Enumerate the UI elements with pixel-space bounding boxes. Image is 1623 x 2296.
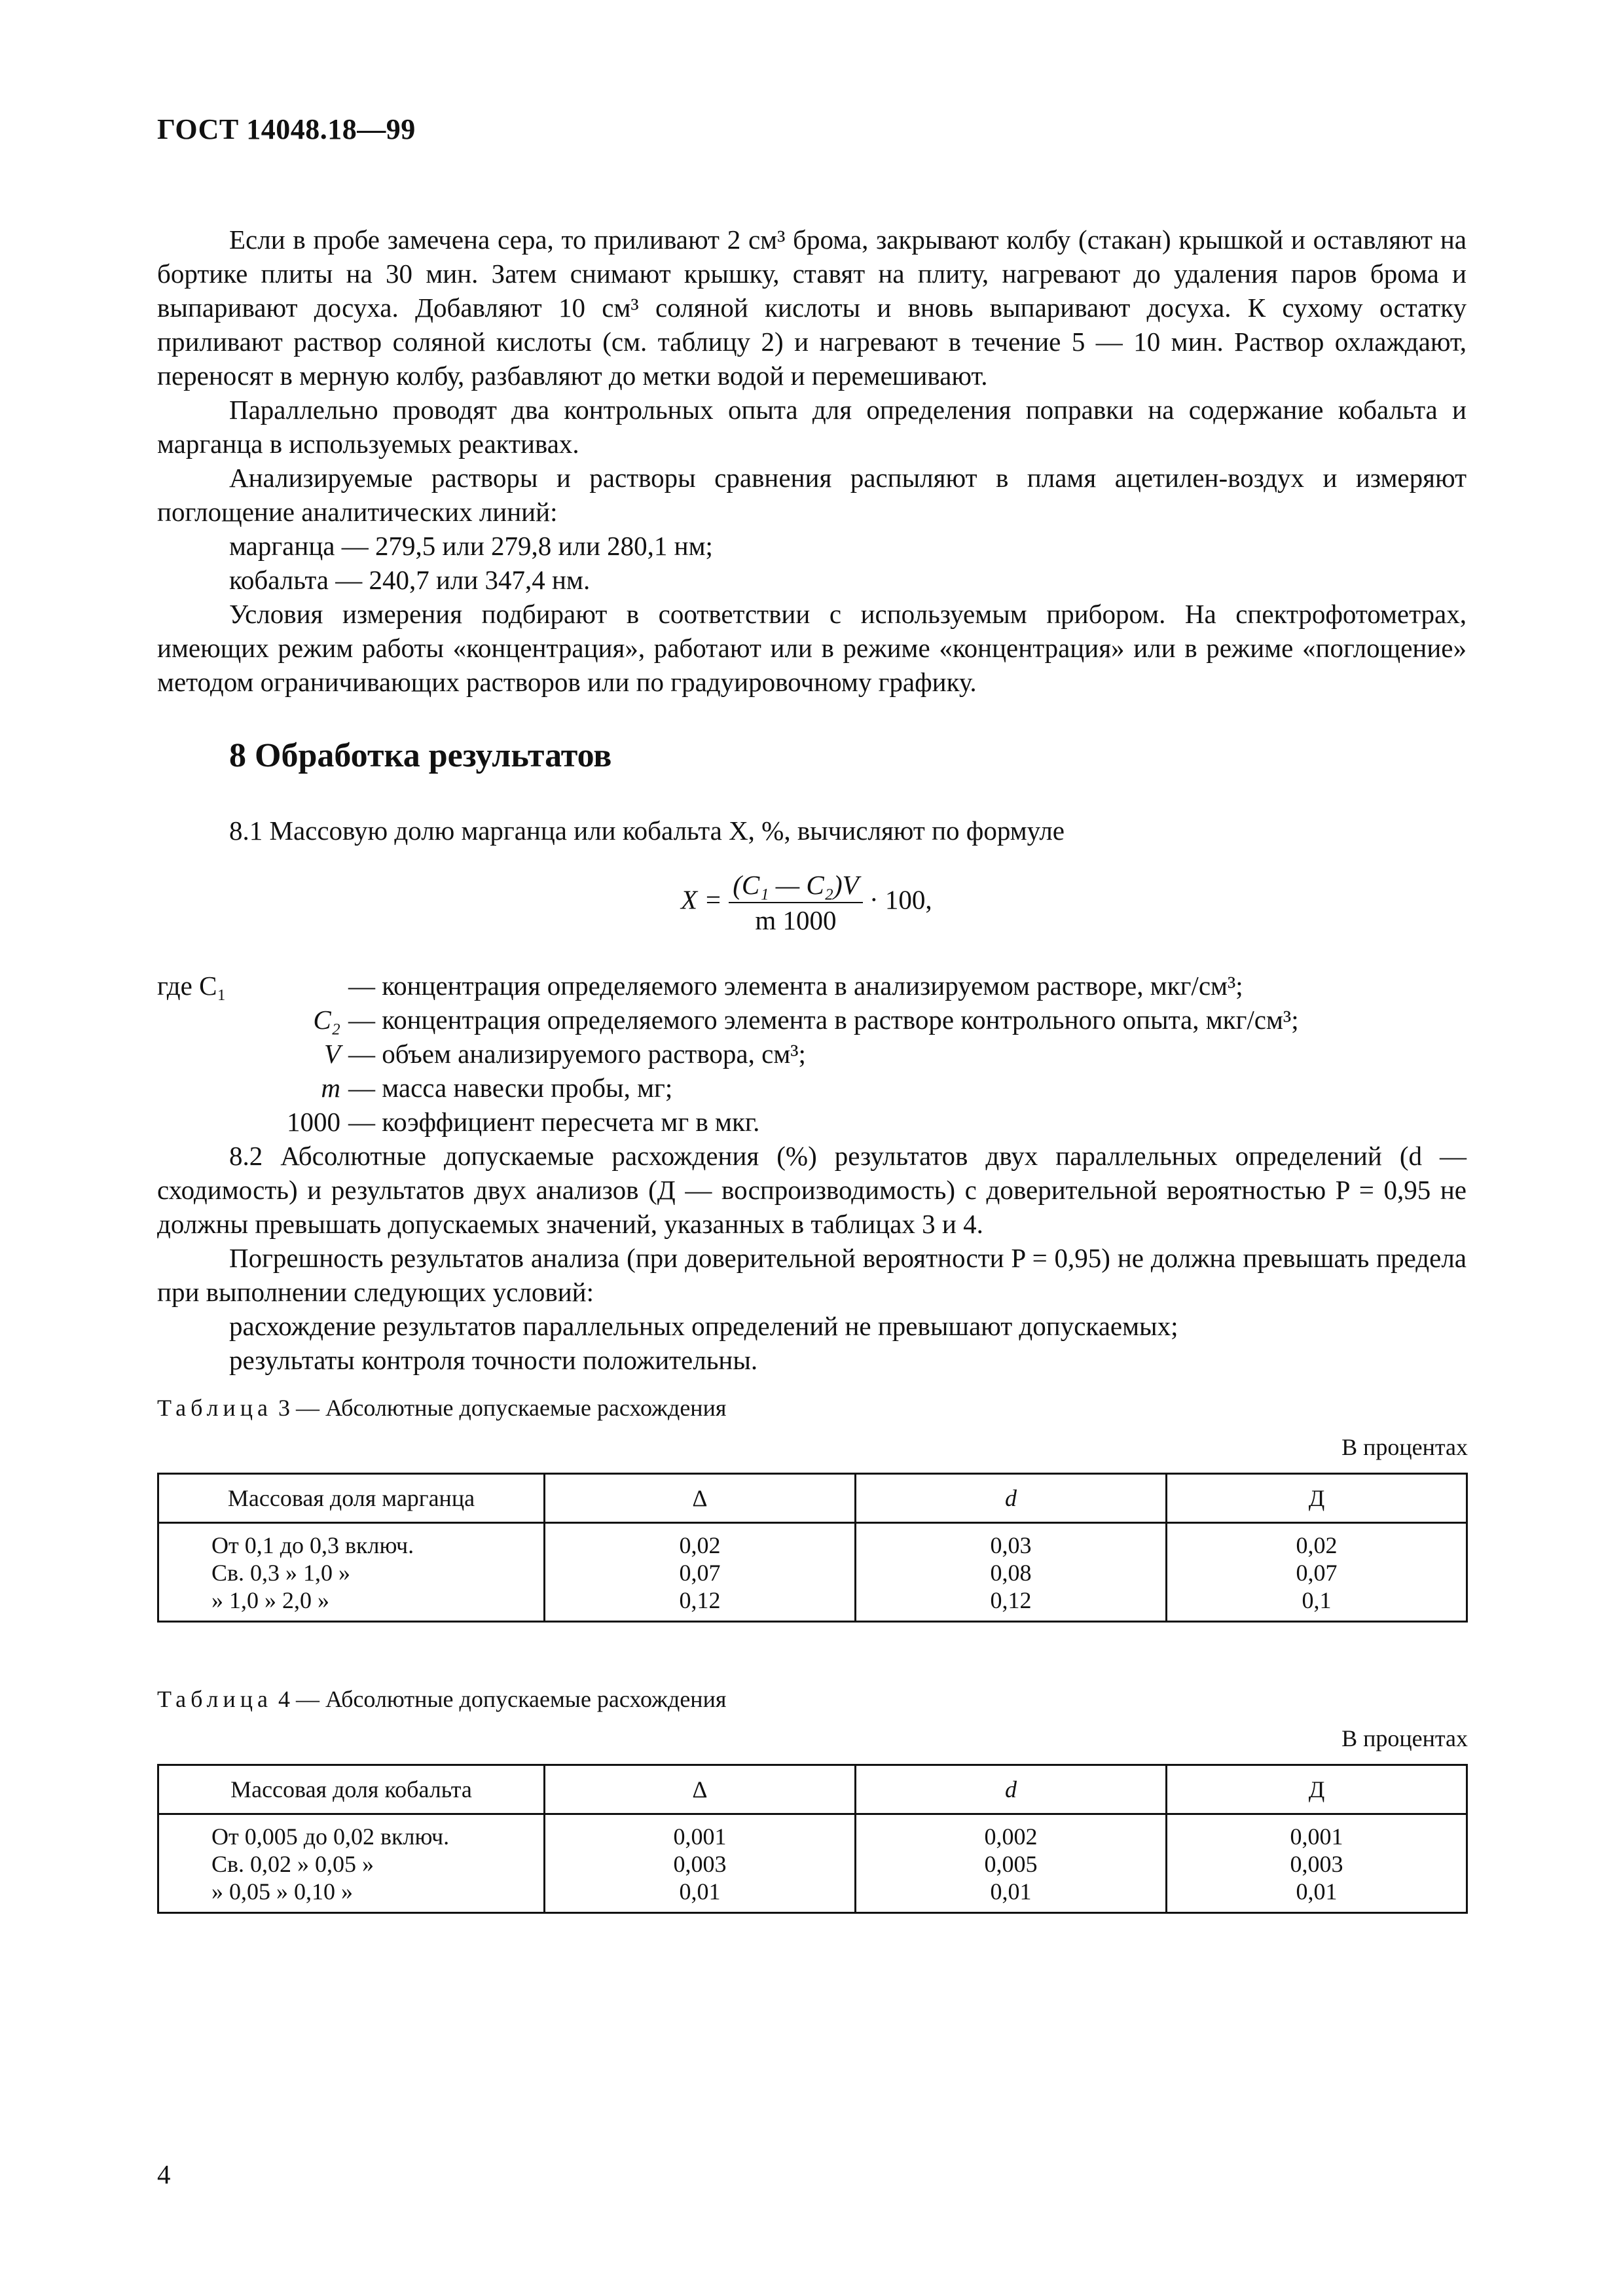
formula [681,869,932,936]
table-units: В процентах [1341,1725,1468,1751]
paragraph: Условия измерения подбирают в соответствии с используемым прибором. На спектрофотометрах, имеющих режим работы «концентрация», работают или в режиме «концентрация» или в режиме «поглощение» методом ограничивающих растворов или по градуировочному графику. [157,599,1467,697]
table-caption [157,1394,726,1422]
table-cell: 0,07 [679,1560,721,1586]
legend-text: — концентрация определяемого элемента в растворе контрольного опыта, мкг/см³; [348,1005,1299,1035]
table-cell: 0,12 [679,1587,721,1613]
table-units: В процентах [1341,1434,1468,1460]
formula-lhs: X = [681,884,722,915]
legend-symbol: 1000 [287,1107,340,1137]
table-caption-text: 4 — Абсолютные допускаемые расхождения [278,1686,727,1712]
table-cell: 0,12 [990,1587,1032,1613]
bottom-text-block [157,1139,1467,1377]
legend-row [157,1105,1299,1139]
paragraph: марганца — 279,5 или 279,8 или 280,1 нм; [229,531,713,561]
table-cell: 0,02 [1296,1532,1338,1558]
paragraph: Параллельно проводят два контрольных опыта для определения поправки на содержание кобальта и марганца в используемых реактивах. [157,395,1467,459]
legend-row [157,1003,1299,1037]
formula-intro: 8.1 Массовую долю марганца или кобальта X, %, вычисляют по формуле [229,816,1065,846]
table-3 [157,1473,1468,1623]
table-caption [157,1685,726,1713]
table-cell-group [158,1523,545,1622]
legend-symbol: m [321,1073,340,1103]
legend-symbol: V [323,1039,340,1069]
table-cell-group [1167,1814,1467,1913]
column-header: Δ [545,1474,856,1523]
formula-fraction [729,869,863,936]
table-cell: От 0,1 до 0,3 включ. [211,1532,414,1558]
page-number: 4 [157,2159,171,2189]
table-cell: Св. 0,3 » 1,0 » [211,1560,351,1586]
table-cell: 0,02 [679,1532,721,1558]
legend-symbol: C₂ [313,1005,340,1035]
table-caption-text: 3 — Абсолютные допускаемые расхождения [278,1395,727,1421]
table-cell-group [545,1814,856,1913]
formula-numerator: (C₁ — C₂)V [729,869,863,903]
table-cell: Св. 0,02 » 0,05 » [211,1851,374,1877]
formula-legend [157,969,1299,1139]
table-cell: 0,01 [990,1878,1032,1905]
table-cell: 0,07 [1296,1560,1338,1586]
table-cell: 0,03 [990,1532,1032,1558]
column-header: d [856,1474,1167,1523]
formula-tail: · 100, [869,884,932,915]
table-cell: 0,01 [1296,1878,1338,1905]
table-cell: От 0,005 до 0,02 включ. [211,1823,450,1850]
column-header: Д [1167,1765,1467,1814]
column-header: Массовая доля марганца [158,1474,545,1523]
table-cell: 0,003 [1290,1851,1343,1877]
table-row [158,1814,1467,1913]
table-cell: 0,1 [1302,1587,1332,1613]
legend-row [157,1037,1299,1071]
legend-text: — концентрация определяемого элемента в анализируемом растворе, мкг/см³; [348,971,1243,1001]
legend-text: — масса навески пробы, мг; [348,1073,673,1103]
section-title: 8 Обработка результатов [229,737,612,774]
paragraph: кобальта — 240,7 или 347,4 нм. [229,565,591,595]
table-cell: 0,002 [984,1823,1038,1850]
paragraph: расхождение результатов параллельных определений не превышают допускаемых; [229,1311,1178,1341]
column-header: Δ [545,1765,856,1814]
formula-denominator: m 1000 [755,905,837,935]
legend-text: — объем анализируемого раствора, см³; [348,1039,806,1069]
table-cell-group [158,1814,545,1913]
legend-row [157,1071,1299,1105]
top-text-block [157,223,1467,699]
paragraph: Погрешность результатов анализа (при доверительной вероятности P = 0,95) не должна превышать предела при выполнении следующих условий: [157,1243,1467,1307]
table-cell: 0,01 [679,1878,721,1905]
document-header: ГОСТ 14048.18—99 [157,113,416,145]
table-header-row [158,1765,1467,1814]
column-header: Массовая доля кобальта [158,1765,545,1814]
table-row [158,1523,1467,1622]
paragraph: 8.2 Абсолютные допускаемые расхождения (%) результатов двух параллельных определений (d — сходимость) и результатов двух анализов (Д — воспроизводимость) с доверительной вероятностью P = 0,95 не должны превышать допускаемых значений, указанных в таблицах 3 и 4. [157,1141,1467,1239]
table-cell-group [856,1523,1167,1622]
paragraph: Анализируемые растворы и растворы сравнения распыляют в пламя ацетилен-воздух и измеряют поглощение аналитических линий: [157,463,1467,527]
legend-text: — коэффициент пересчета мг в мкг. [348,1107,760,1137]
table-cell: » 1,0 » 2,0 » [211,1587,329,1613]
paragraph: результаты контроля точности положительны. [229,1345,758,1375]
table-cell: » 0,05 » 0,10 » [211,1878,353,1905]
column-header: Д [1167,1474,1467,1523]
table-caption-word: Таблица [157,1395,272,1421]
table-cell: 0,005 [984,1851,1038,1877]
table-cell: 0,001 [1290,1823,1343,1850]
legend-row [157,969,1299,1003]
table-cell-group [545,1523,856,1622]
table-cell: 0,08 [990,1560,1032,1586]
column-header: d [856,1765,1167,1814]
table-header-row [158,1474,1467,1523]
table-cell: 0,003 [673,1851,727,1877]
paragraph: Если в пробе замечена сера, то приливают 2 см³ брома, закрывают колбу (стакан) крышкой и оставляют на бортике плиты на 30 мин. Затем снимают крышку, ставят на плиту, нагревают до удаления паров брома и выпаривают досуха. Добавляют 10 см³ соляной кислоты и вновь выпаривают досуха. К сухому остатку приливают раствор соляной кислоты (см. таблицу 2) и нагревают в течение 5 — 10 мин. Раствор охлаждают, переносят в мерную колбу, разбавляют до метки водой и перемешивают. [157,224,1467,391]
table-4 [157,1764,1468,1914]
table-caption-word: Таблица [157,1686,272,1712]
table-cell-group [1167,1523,1467,1622]
legend-symbol: где C₁ [157,971,227,1001]
table-cell: 0,001 [673,1823,727,1850]
table-cell-group [856,1814,1167,1913]
